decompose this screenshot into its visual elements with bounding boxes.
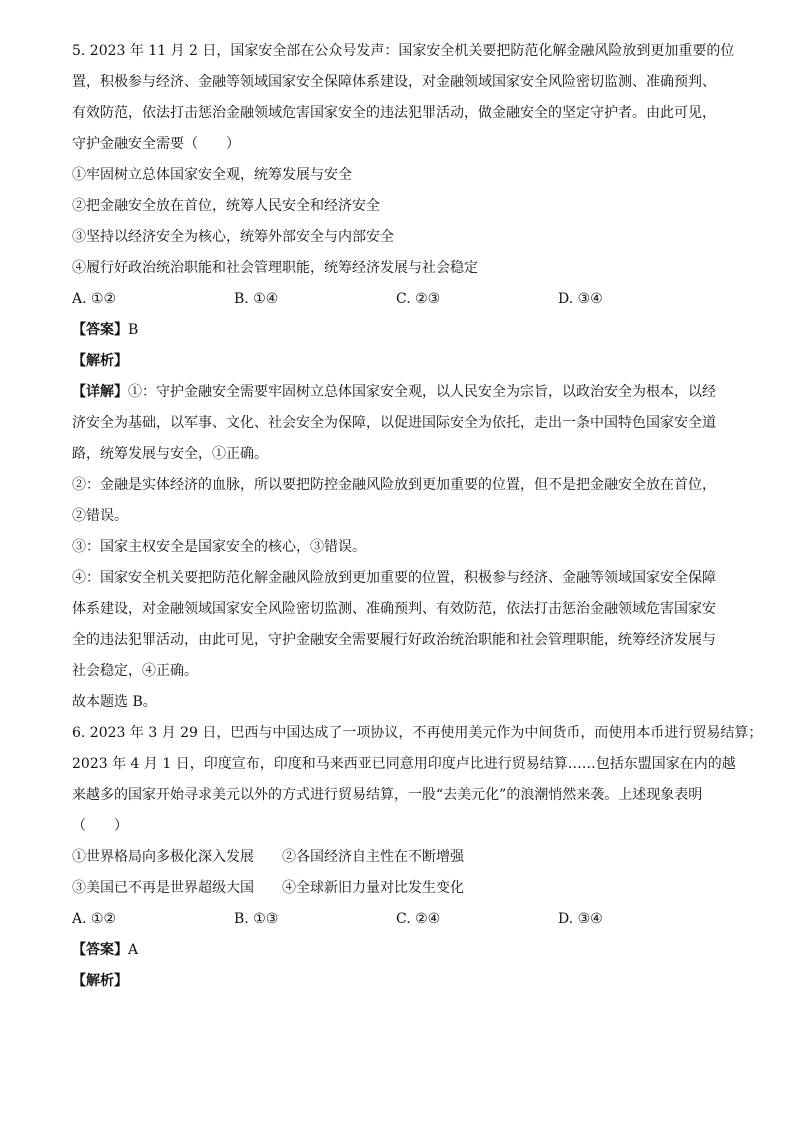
q5-stem-line: 置，积极参与经济、金融等领域国家安全保障体系建设，对金融领域国家安全风险密切监测、准确预判、 [72, 74, 716, 90]
q5-option-b: B. ①④ [234, 291, 279, 307]
answer-tag: 【答案】 [72, 322, 128, 338]
q5-statement: ②把金融安全放在首位，统筹人民安全和经济安全 [72, 198, 380, 214]
q6-stem-line: 2023 年 4 月 1 日，印度宣布，印度和马来西亚已同意用印度卢比进行贸易结算……包括东盟国家在内的越 [72, 756, 736, 772]
q6-statement: ①世界格局向多极化深入发展 [72, 849, 254, 865]
q5-option-c: C. ②③ [396, 291, 441, 307]
q6-stem-line: 来越多的国家开始寻求美元以外的方式进行贸易结算，一股“去美元化”的浪潮悄然来袭。上述现象表明 [72, 787, 703, 803]
question-5 [72, 36, 735, 718]
q5-detail-line: 全的违法犯罪活动，由此可见，守护金融安全需要履行好政治统治职能和社会管理职能，统筹经济发展与 [72, 632, 716, 648]
q6-stem-line: （ ） [72, 818, 128, 834]
q6-statement: ③美国已不再是世界超级大国 [72, 880, 254, 896]
q5-stem-line: 5. 2023 年 11 月 2 日，国家安全部在公众号发声：国家安全机关要把防范化解金融风险放到更加重要的位 [72, 43, 735, 59]
q5-detail-line: 体系建设，对金融领域国家安全风险密切监测、准确预判、有效防范，依法打击惩治金融领域危害国家安 [72, 601, 716, 617]
q5-statement: ①牢固树立总体国家安全观，统筹发展与安全 [72, 167, 352, 183]
q6-statement: ②各国经济自主性在不断增强 [282, 849, 464, 865]
q5-statement: ③坚持以经济安全为核心，统筹外部安全与内部安全 [72, 229, 394, 245]
q6-option-b: B. ①③ [234, 911, 279, 927]
q5-detail-line: ②错误。 [72, 508, 128, 524]
question-6 [72, 718, 763, 997]
q5-analysis-tag: 【解析】 [72, 353, 128, 369]
q6-option-c: C. ②④ [396, 911, 441, 927]
q6-stem-line: 6. 2023 年 3 月 29 日，巴西与中国达成了一项协议，不再使用美元作为中间货币，而使用本币进行贸易结算； [72, 725, 763, 741]
detail-tag: 【详解】 [72, 384, 128, 400]
q6-statements-row [72, 873, 722, 904]
q5-conclusion: 故本题选 B。 [72, 694, 157, 710]
q5-stem-line: 守护金融安全需要（ ） [72, 136, 240, 152]
q5-stem-line: 有效防范，依法打击惩治金融领域危害国家安全的违法犯罪活动，做金融安全的坚定守护者。由此可见， [72, 105, 716, 121]
q6-options [72, 904, 722, 935]
detail-text: ①：守护金融安全需要牢固树立总体国家安全观，以人民安全为宗旨，以政治安全为根本，以经 [128, 384, 716, 400]
answer-value: A [128, 942, 139, 958]
document-page [72, 36, 763, 997]
q5-detail-1 [72, 377, 722, 408]
q5-detail-line: 济安全为基础，以军事、文化、社会安全为保障，以促进国际安全为依托，走出一条中国特色国家安全道 [72, 415, 716, 431]
q6-analysis-tag: 【解析】 [72, 973, 128, 989]
q5-option-d: D. ③④ [558, 291, 603, 307]
q6-statement: ④全球新旧力量对比发生变化 [282, 880, 464, 896]
q5-detail-line: ③：国家主权安全是国家安全的核心，③错误。 [72, 539, 366, 555]
q5-detail-line: 社会稳定，④正确。 [72, 663, 198, 679]
q5-options [72, 284, 722, 315]
q5-option-a: A. ①② [72, 291, 117, 307]
q6-answer [72, 935, 722, 966]
q5-detail-line: ②：金融是实体经济的血脉，所以要把防控金融风险放到更加重要的位置，但不是把金融安全放在首位， [72, 477, 716, 493]
q5-detail-line: 路，统筹发展与安全，①正确。 [72, 446, 268, 462]
q5-answer [72, 315, 722, 346]
answer-tag: 【答案】 [72, 942, 128, 958]
q6-option-d: D. ③④ [558, 911, 603, 927]
answer-value: B [128, 322, 139, 338]
q6-statements-row [72, 842, 722, 873]
q6-option-a: A. ①② [72, 911, 117, 927]
q5-detail-line: ④：国家安全机关要把防范化解金融风险放到更加重要的位置，积极参与经济、金融等领域国家安全保障 [72, 570, 716, 586]
q5-statement: ④履行好政治统治职能和社会管理职能，统筹经济发展与社会稳定 [72, 260, 478, 276]
